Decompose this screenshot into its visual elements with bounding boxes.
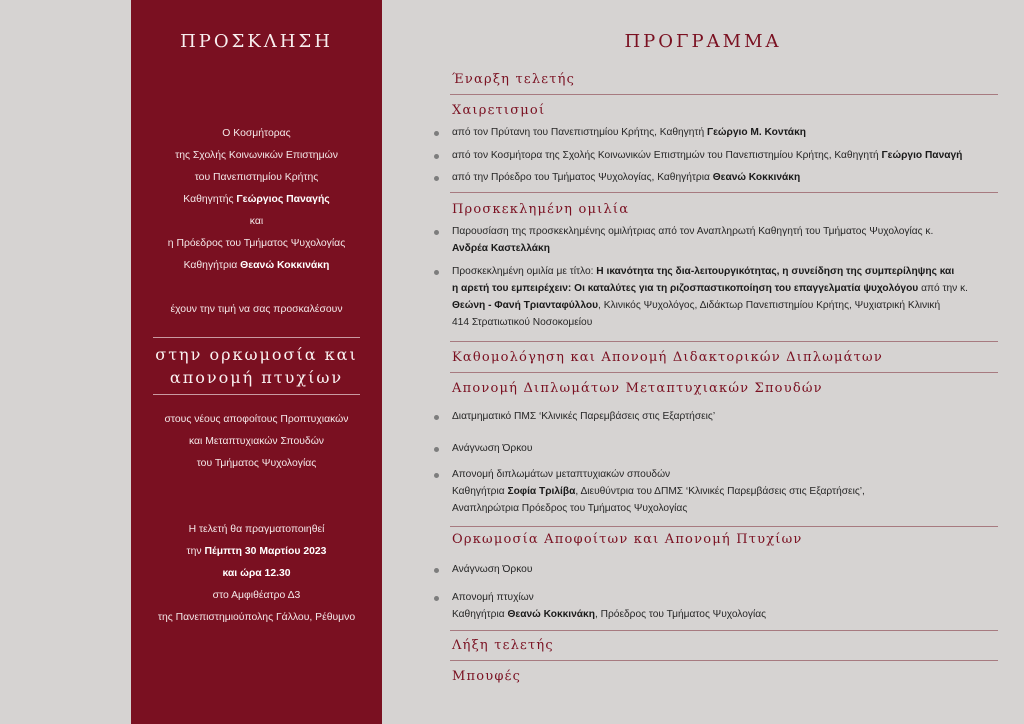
conjunction: και (249, 216, 264, 227)
section-end: Λήξη τελετής (452, 638, 554, 653)
ceremony-title-line1: στην ορκωμοσία και (155, 345, 358, 364)
ceremony-time: και ώρα 12.30 (222, 568, 291, 579)
bullet (434, 596, 439, 601)
divider (450, 526, 998, 527)
divider (450, 341, 998, 342)
divider (450, 660, 998, 661)
page-margin (0, 0, 131, 724)
program-title: ΠΡΟΓΡΑΜΜΑ (624, 31, 782, 52)
divider (153, 394, 360, 395)
bullet (434, 568, 439, 573)
bullet (434, 154, 439, 159)
section-opening: Έναρξη τελετής (452, 72, 576, 87)
dean-name: Καθηγητής Γεώργιος Παναγής (183, 194, 330, 205)
divider (450, 192, 998, 193)
audience-line1: στους νέους αποφοίτους Προπτυχιακών (164, 414, 349, 425)
bullet (434, 176, 439, 181)
invitation-panel (131, 0, 382, 724)
invited-talk: Προσκεκλημένη ομιλία με τίτλο: Η ικανότητα της δια-λειτουργικότητας, η συνείδηση της συμπερίληψης και η αρετή του εμπειρέχειν: Οι καταλύτες για τη ριζοσπαστικοποίηση του επαγγελματία ψυχολόγου από την κ. Θεώνη - Φανή Τριανταφύλλου, Κλινικός Ψυχολόγος, Διδάκτωρ Πανεπιστημίου Κρήτης, Ψυχιατρική Κλινική 414 Στρατιωτικού Νοσοκομείου (452, 266, 969, 328)
greeting-rector: από τον Πρύτανη του Πανεπιστημίου Κρήτης, Καθηγητή Γεώργιο Μ. Κοντάκη (452, 127, 806, 138)
bullet (434, 230, 439, 235)
ceremony-intro: Η τελετή θα πραγματοποιηθεί (188, 524, 325, 535)
section-greetings: Χαιρετισμοί (452, 103, 546, 118)
bullet (434, 131, 439, 136)
ceremony-venue: στο Αμφιθέατρο Δ3 (212, 590, 301, 601)
university-name: του Πανεπιστημίου Κρήτης (194, 172, 319, 183)
invitation-title: ΠΡΟΣΚΛΗΣΗ (180, 31, 333, 52)
audience-line3: του Τμήματος Ψυχολογίας (196, 458, 317, 469)
greeting-dean: από τον Κοσμήτορα της Σχολής Κοινωνικών Επιστημών του Πανεπιστημίου Κρήτης, Καθηγητή Γεώργιο Παναγή (452, 150, 963, 161)
divider (450, 372, 998, 373)
bullet (434, 270, 439, 275)
section-invited-talk: Προσκεκλημένη ομιλία (452, 202, 630, 217)
section-masters: Απονομή Διπλωμάτων Μεταπτυχιακών Σπουδών (452, 381, 823, 396)
degree-award: Απονομή πτυχίων Καθηγήτρια Θεανώ Κοκκινάκη, Πρόεδρος του Τμήματος Ψυχολογίας (452, 592, 767, 620)
bullet (434, 473, 439, 478)
bullet (434, 415, 439, 420)
masters-oath: Ανάγνωση Όρκου (452, 443, 533, 454)
oath-reading: Ανάγνωση Όρκου (452, 564, 533, 575)
invitation-phrase: έχουν την τιμή να σας προσκαλέσουν (170, 304, 343, 315)
bullet (434, 447, 439, 452)
ceremony-location: της Πανεπιστημιούπολης Γάλλου, Ρέθυμνο (157, 612, 356, 623)
masters-program: Διατμηματικό ΠΜΣ ‘Κλινικές Παρεμβάσεις στις Εξαρτήσεις’ (452, 411, 716, 422)
section-buffet: Μπουφές (452, 669, 522, 684)
divider (450, 94, 998, 95)
greeting-chair: από την Πρόεδρο του Τμήματος Ψυχολογίας, Καθηγήτρια Θεανώ Κοκκινάκη (452, 172, 801, 183)
invited-presentation: Παρουσίαση της προσκεκλημένης ομιλήτριας από τον Αναπληρωτή Καθηγητή του Τμήματος Ψυχολογίας κ. Ανδρέα Καστελλάκη (452, 226, 934, 254)
ceremony-date: την Πέμπτη 30 Μαρτίου 2023 (186, 546, 327, 557)
audience-line2: και Μεταπτυχιακών Σπουδών (188, 436, 324, 447)
school-name: της Σχολής Κοινωνικών Επιστημών (175, 150, 338, 161)
divider (153, 337, 360, 338)
masters-award: Απονομή διπλωμάτων μεταπτυχιακών σπουδών Καθηγήτρια Σοφία Τριλίβα, Διευθύντρια του ΔΠΜΣ ‘Κλινικές Παρεμβάσεις στις Εξαρτήσεις’, Αναπληρώτρια Πρόεδρος του Τμήματος Ψυχολογίας (452, 469, 865, 514)
ceremony-title-line2: απονομή πτυχίων (169, 368, 344, 387)
chair-title: η Πρόεδρος του Τμήματος Ψυχολογίας (167, 238, 346, 249)
dean-title: Ο Κοσμήτορας (222, 128, 291, 139)
section-oath: Ορκωμοσία Αποφοίτων και Απονομή Πτυχίων (452, 532, 803, 547)
chair-name: Καθηγήτρια Θεανώ Κοκκινάκη (183, 260, 330, 271)
divider (450, 630, 998, 631)
section-doctoral: Καθομολόγηση και Απονομή Διδακτορικών Διπλωμάτων (452, 350, 883, 365)
program-panel (382, 0, 1024, 724)
